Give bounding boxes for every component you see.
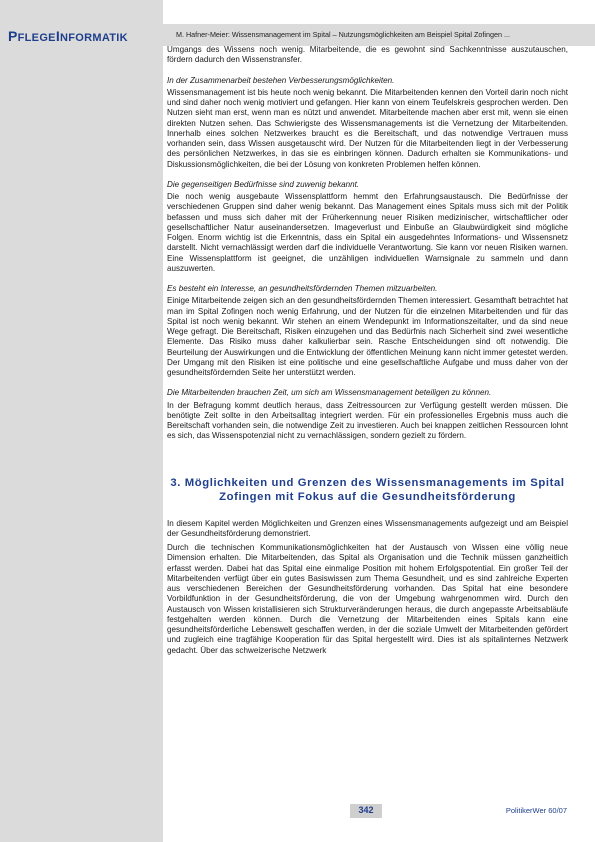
- paragraph: Wissensmanagement ist bis heute noch wenig bekannt. Die Mitarbeitenden kennen den Vorteil darin noch nicht und sind daher noch wenig motiviert und gefangen. Hier kann von einem Teufelskreis gesprochen werden. Den Nutzen sieht man erst, wenn man es nützt und anwendet. Mitarbeitende machen aber erst mit, wenn sie einen direkten Nutzen sehen. Das Schwierigste des Wissensmanagements ist die Vernetzung der Mitarbeitenden. Innerhalb eines solchen Netzwerkes braucht es die Bereitschaft, und das notwendige Vertrauen muss vorhanden sein, dass Wissen ausgetauscht wird. Der Nutzen für die Mitarbeitenden liegt in der Verbesserung des persönlichen Netzwerkes, in das sie es einbringen können. Dadurch erhalten sie Kommunikations- und Diskussionsmöglichkeiten, die bei der Lösung von konkreten Problemen helfen können.: [167, 87, 568, 169]
- paragraph: Die noch wenig ausgebaute Wissensplattform hemmt den Erfahrungsaustausch. Die Bedürfnisse der verschiedenen Gruppen sind daher wenig bekannt. Das Management eines Spitals muss sich mit der Politik befassen und muss sich daher mit der Früherkennung neuer Risiken medizinischer, wirtschaftlicher oder gesellschaftlicher Natur auseinandersetzen. Imageverlust und Einbuße an Glaubwürdigkeit sind mögliche Folgen. Enorm wichtig ist die Erkenntnis, dass ein Spital ein ausgedehntes Informations- und Wissensnetz darstellt. Nicht vernachlässigt werden darf die individuelle Verantwortung. Sie kann vor neuen Risiken warnen. Eine Wissensplattform ist geeignet, die unzähligen individuellen Warnsignale zu sammeln und dann auszuwerten.: [167, 192, 568, 273]
- section-heading: 3. Möglichkeiten und Grenzen des Wissensmanagements im Spital Zofingen mit Fokus auf die Gesundheitsförderung: [170, 476, 565, 503]
- journal-logo: [8, 28, 128, 44]
- left-sidebar-band: [0, 0, 163, 842]
- paragraph: In der Befragung kommt deutlich heraus, dass Zeitressourcen zur Verfügung gestellt werden müssen. Die benötigte Zeit sollte in den Arbeitsalltag integriert werden. Für ein professionelles Ergebnis muss auch die Bereitschaft vorhanden sein, die notwendige Zeit zu investieren. Auch bei knappen zeitlichen Ressourcen lohnt es sich, das Wissenspotenzial nicht zu vernachlässigen, sondern gezielt zu fördern.: [167, 400, 568, 441]
- article-body: [167, 43, 568, 656]
- subheading: Die gegenseitigen Bedürfnisse sind zuwenig bekannt.: [167, 179, 360, 189]
- subheading: Die Mitarbeitenden brauchen Zeit, um sich am Wissensmanagement beteiligen zu können.: [167, 388, 492, 398]
- logo-letters: FLEGE: [17, 32, 56, 44]
- running-title: M. Hafner-Meier: Wissensmanagement im Spital – Nutzungsmöglichkeiten am Beispiel Spital Zofingen ...: [176, 30, 510, 39]
- paragraph: In diesem Kapitel werden Möglichkeiten und Grenzen eines Wissensmanagements aufgezeigt und am Beispiel der Gesundheitsförderung demonstriert.: [167, 518, 568, 538]
- paragraph: Einige Mitarbeitende zeigen sich an den gesundheitsfördernden Themen interessiert. Gesamthaft betrachtet hat man im Spital Zofingen noch wenig Erfahrung, und der Nutzen für die einzelnen Mitarbeitenden und für das Spital ist noch wenig bekannt. Wir stehen an einem Wendepunkt im Informationszeitalter, und da sind neue Wege gefragt. Die Bereitschaft, Risiken einzugehen und das Bedürfnis nach Sicherheit sind zwei wesentliche Elemente. Das Risiko muss daher kalkulierbar sein. Rasche Entscheidungen sind oft notwendig. Die Beurteilung der Auswirkungen und die Entwicklung der öffentlichen Meinung kann nicht immer getestet werden. Der Umgang mit den Risiken ist eine politische und eine gesellschaftliche Aufgabe und muss daher von der gesundheitsfördernden Seite her unterstützt werden.: [167, 296, 568, 377]
- paragraph: Durch die technischen Kommunikationsmöglichkeiten hat der Austausch von Wissen eine völlig neue Dimension erhalten. Die Mitarbeitenden, das Spital als Organisation und die Technik müssen ganzheitlich erfasst werden. Dabei hat das Spital eine einmalige Position mit hohem Erfolgspotential. Ein großer Teil der Mitarbeitenden verfügt über ein gutes Basiswissen zum Thema Gesundheit, und es sind zahlreiche Experten aus verschiedenen Bereichen der Gesundheitsförderung vorhanden. Das Spital hat eine besondere Vorbildfunktion in der Gesundheitsförderung, die von der Umgebung wahrgenommen wird. Durch den Austausch von Wissen kristallisieren sich Strukturveränderungen heraus, die durch angepasste Arbeitsabläufe festgehalten werden können. Durch die Vernetzung der Mitarbeitenden eines Spitals kann eine gesundheitsförderliche Lebenswelt geschaffen werden, in der die soziale Umwelt der Mitarbeitenden gefördert und zugleich eine tragfähige Kooperation für das Spital hergestellt wird. Dies ist als spitalinternes Netzwerk gedacht. Über das schweizerische Netzwerk: [167, 543, 568, 655]
- subheading: In der Zusammenarbeit bestehen Verbesserungsmöglichkeiten.: [167, 75, 395, 85]
- subheading: Es besteht ein Interesse, an gesundheitsfördernden Themen mitzuarbeiten.: [167, 284, 438, 293]
- journal-name: PolitikerWer 60/07: [505, 806, 567, 815]
- logo-letter: I: [55, 28, 61, 44]
- logo-letter: P: [8, 28, 18, 44]
- paragraph: Umgangs des Wissens noch wenig. Mitarbeitende, die es gewohnt sind Sachkenntnisse auszutauschen, fördern dadurch den Wissenstransfer.: [167, 45, 568, 65]
- logo-letters: NFORMATIK: [60, 32, 128, 44]
- page-number: 342: [358, 805, 374, 815]
